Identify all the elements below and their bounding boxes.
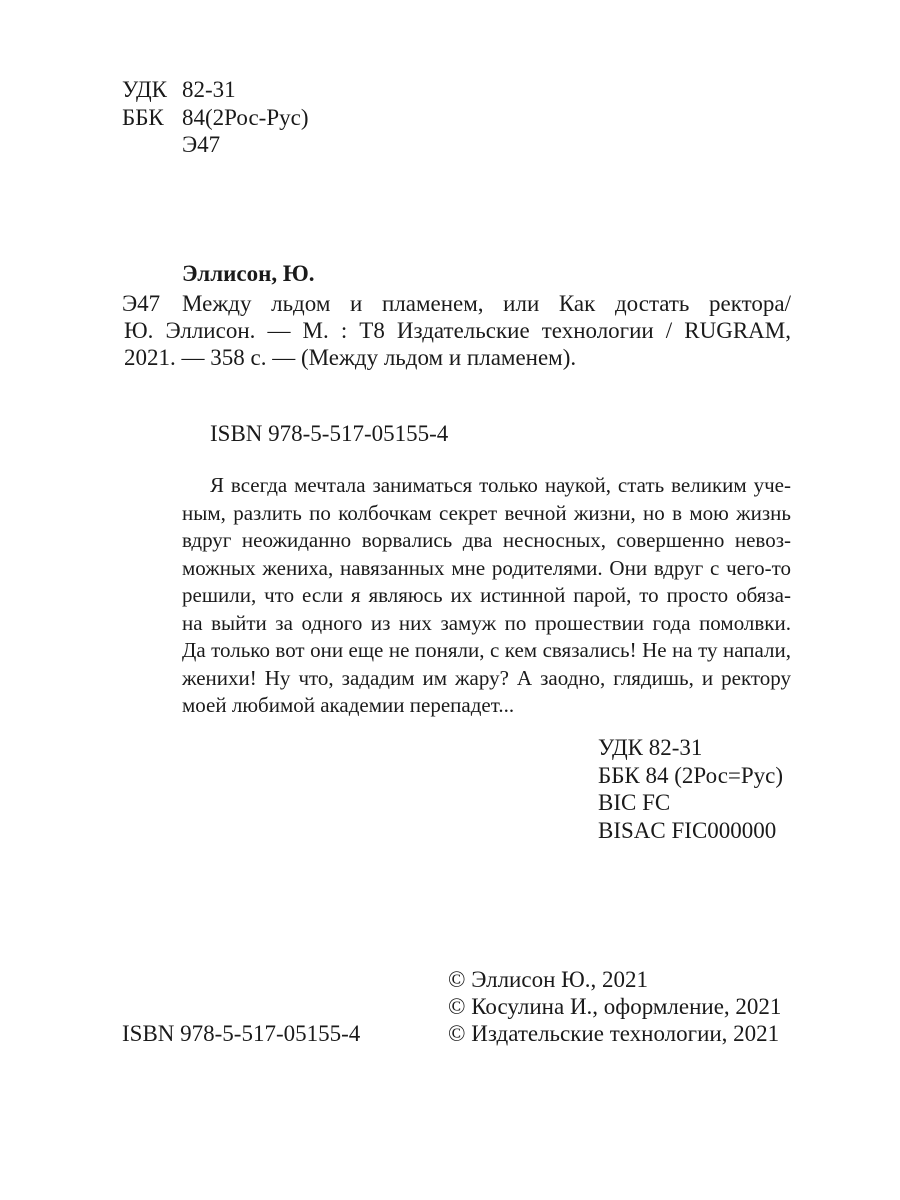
record-isbn: ISBN 978-5-517-05155-4 — [210, 421, 449, 446]
classification-bbk: ББК 84 (2Рос=Рус) — [598, 763, 784, 788]
author-mark-top: Э47 — [182, 132, 221, 157]
annotation-line: можных жениха, навязанных мне родителями. Они вдруг с чего-то — [182, 555, 791, 580]
annotation-line: на выйти за одного из них замуж по прошествии года помолвки. — [182, 610, 791, 635]
copyright-author: © Эллисон Ю., 2021 — [448, 967, 649, 992]
bbk-value: 84(2Рос-Рус) — [182, 105, 309, 130]
record-author: Эллисон, Ю. — [182, 261, 315, 286]
udk-label: УДК — [122, 77, 167, 102]
record-line: 2021. — 358 с. — (Между льдом и пламенем). — [124, 345, 577, 370]
annotation-line: моей любимой академии перепадет... — [182, 693, 515, 717]
copyright-design: © Косулина И., оформление, 2021 — [448, 994, 782, 1019]
isbn-bottom: ISBN 978-5-517-05155-4 — [122, 1021, 361, 1046]
udk-value: 82-31 — [182, 77, 236, 102]
annotation-line: вдруг неожиданно ворвались два несносных, совершенно невоз- — [182, 528, 791, 552]
annotation-line: решили, что если я являюсь их истинной парой, то просто обяза- — [182, 583, 791, 607]
record-line: Ю. Эллисон. — М. : Т8 Издательские технологии / RUGRAM, — [124, 318, 791, 343]
copyright-publisher: © Издательские технологии, 2021 — [448, 1021, 780, 1046]
record-line: Между льдом и пламенем, или Как достать ректора/ — [182, 291, 791, 316]
classification-udk: УДК 82-31 — [598, 735, 703, 760]
annotation-line: ным, разлить по колбочкам секрет вечной жизни, но в мою жизнь — [182, 500, 791, 525]
annotation-line: женихи! Ну что, зададим им жару? А заодно, глядишь, и ректору — [182, 665, 791, 690]
record-author-mark: Э47 — [122, 291, 161, 316]
annotation — [182, 472, 791, 720]
annotation-line: Я всегда мечтала заниматься только наукой, стать великим уче- — [210, 473, 791, 497]
annotation-line: Да только вот они еще не поняли, с кем связались! Не на ту напали, — [182, 638, 791, 662]
bbk-label: ББК — [122, 105, 164, 130]
classification-bisac: BISAC FIC000000 — [598, 818, 777, 843]
classification-bic: BIC FC — [598, 790, 671, 815]
